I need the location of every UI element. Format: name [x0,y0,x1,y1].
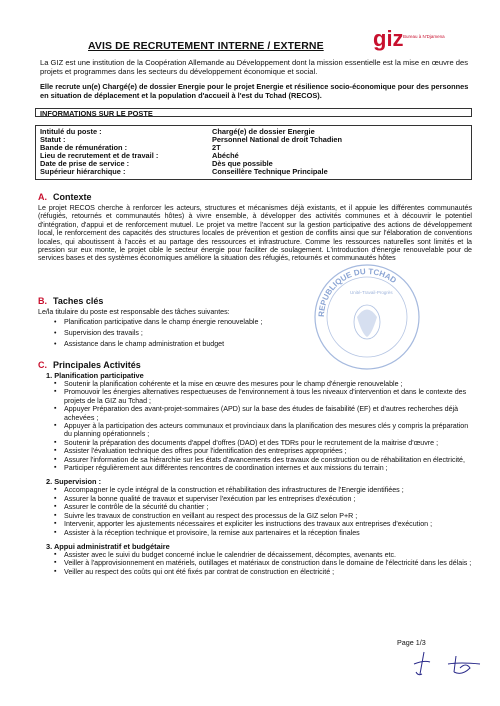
list-item: ▪ Accompagner le cycle intégral de la construction et réhabilitation des infrastructures de l'Energie identifiées ; [54,486,472,494]
group-title: 3. Appui administratif et budgétaire [46,541,170,551]
section-heading [38,192,472,202]
list-item: ▪ Appuyer Préparation des avant-projet-sommaires (APD) sur la base des études de faisabilité (EF) et d'autres recherches déjà achevées ; [54,405,472,422]
page-title: AVIS DE RECRUTEMENT INTERNE / EXTERNE [88,40,324,52]
list-item: • Supervision des travails ; [54,328,472,339]
info-row-supervisor [40,168,471,176]
section-letter: A. [38,192,47,202]
list-item: ▪ Veiller au respect des coûts qui ont été fixés par contrat de construction en électricité ; [54,568,472,576]
section-title: Principales Activités [53,360,141,370]
job-info-box [35,125,472,180]
list-item: • Assistance dans le champ administration et budget [54,339,472,350]
stamp-motto: Unité-Travail-Progrès [350,290,393,295]
logo-subtitle: Bureau à N'Djamena [403,34,445,39]
info-value: Personnel National de droit Tchadien [212,135,343,144]
section-activities [38,360,472,576]
list-item: ▪ Soutenir la préparation des documents d'appel d'offres (DAO) et des TDRs pour le recrutement de la maitrise d'œuvre ; [54,439,472,447]
section-context [38,192,472,263]
list-item: ▪ Assister à la réception technique et provisoire, la remise aux partenaires et la réception finales [54,529,472,537]
list-item: ▪ Assurer la bonne qualité de travaux et superviser l'exécution par les entreprises d'exécution ; [54,495,472,503]
section-letter: B. [38,296,47,306]
list-item: ▪ Assister avec le suivi du budget concerné inclue le calendrier de décaissement, décomptes, avenants etc. [54,551,472,559]
recruitment-statement: Elle recrute un(e) Chargé(e) de dossier Energie pour le projet Energie et résilience socio-économique pour des personnes en situation de déplacement et la population d'accueil à l'est du Tchad (RECOS). [40,82,469,100]
context-text: Le projet RECOS cherche à renforcer les acteurs, structures et mécanismes déjà existants, et il appuie les différentes communautés (réfugiés, retournés et communautés hôtes) à vivre ensemble, à développer des activités communes et à découvrir le potentiel d'intégration, d'appui et de renforcement mutuel. Le projet va mettre l'accent sur la gestion participative des actions de développement local, le renforcement des capacités des structures locales de prévention et gestion de conflits ainsi que sur l'élaboration de conventions locales, qui aboutissent à l'accès et au partage des ressources et infrastructure. Comme les ressources naturelles sont limités et la pression sur eux monte, le projet cible le secteur énergie pour faciliter de soulagement. L'introduction d'énergie renouvelable pour de services bases et des systèmes économiques améliore la situation des réfugiés, retournés et communautés hôtes [38,204,472,263]
activity-list [54,380,472,472]
tasks-intro: Le/la titulaire du poste est responsable des tâches suivantes: [38,308,230,316]
info-value: Chargé(e) de dossier Energie [212,127,315,136]
activity-group-admin [46,542,472,576]
list-item: ▪ Veiller à l'approvisionnement en matériels, outillages et matériaux de construction dans le domaine de l'électricité dans les délais ; [54,559,472,567]
group-title: 2. Supervision : [46,477,102,487]
list-item: ▪ Assurer l'information de sa hiérarchie sur les états d'avancements des travaux de construction ou de réhabilitation en électricité, [54,456,472,464]
official-stamp [312,262,422,377]
list-item: ▪ Participer régulièrement aux différentes rencontres de coordination internes et aux missions du terrain ; [54,464,472,472]
info-label: Date de prise de service : [40,159,130,168]
list-item: ▪ Assister l'évaluation technique des offres pour l'identification des entreprises appropriées ; [54,447,472,455]
info-value: Abéché [212,151,239,160]
info-value: Conseillère Technique Principale [212,167,328,176]
info-label: Bande de rémunération : [40,143,128,152]
page-number: Page 1/3 [397,638,426,647]
activity-list [54,486,472,536]
signature-initials [410,650,490,685]
list-item: • Planification participative dans le champ énergie renouvelable ; [54,317,472,328]
info-label: Intitulé du poste : [40,127,102,136]
list-item: ▪ Promouvoir les énergies alternatives respectueuses de l'environnement à tous les niveaux d'intervention et dans le contexte des projets de la GIZ au Tchad ; [54,388,472,405]
list-item: ▪ Soutenir la planification cohérente et la mise en œuvre des mesures pour le champ d'énergie renouvelable ; [54,380,472,388]
section-letter: C. [38,360,47,370]
list-item: ▪ Intervenir, apporter les ajustements nécessaires et expliciter les instructions des travaux aux entreprises d'exécution ; [54,520,472,528]
group-title: 1. Planification participative [46,371,144,380]
info-section-bar: INFORMATIONS SUR LE POSTE [35,108,472,117]
activity-list [54,551,472,576]
activity-group-planning [46,371,472,472]
section-title: Taches clés [53,296,104,306]
stamp-text: REPUBLIQUE DU TCHAD [316,266,399,318]
giz-logo: giz [373,26,404,51]
list-item: ▪ Assurer le contrôle de la sécurité du chantier ; [54,503,472,511]
intro-paragraph: La GIZ est une institution de la Coopération Allemande au Développement dont la mission essentielle est la mise en œuvre des projets et programmes dans les secteurs du développement économique et social. [40,58,469,76]
section-title: Contexte [53,192,92,202]
activity-group-supervision [46,477,472,536]
list-item: ▪ Suivre les travaux de construction en veillant au respect des processus de la GIZ selon P+R ; [54,512,472,520]
info-label: Statut : [40,135,66,144]
info-value: 2T [212,143,221,152]
info-label: Supérieur hiérarchique : [40,167,126,176]
list-item: ▪ Appuyer à la participation des acteurs communaux et provinciaux dans la planification des mesures clés y compris la préparation du planning opérationnels ; [54,422,472,439]
info-label: Lieu de recrutement et de travail : [40,151,159,160]
info-value: Dès que possible [212,159,273,168]
